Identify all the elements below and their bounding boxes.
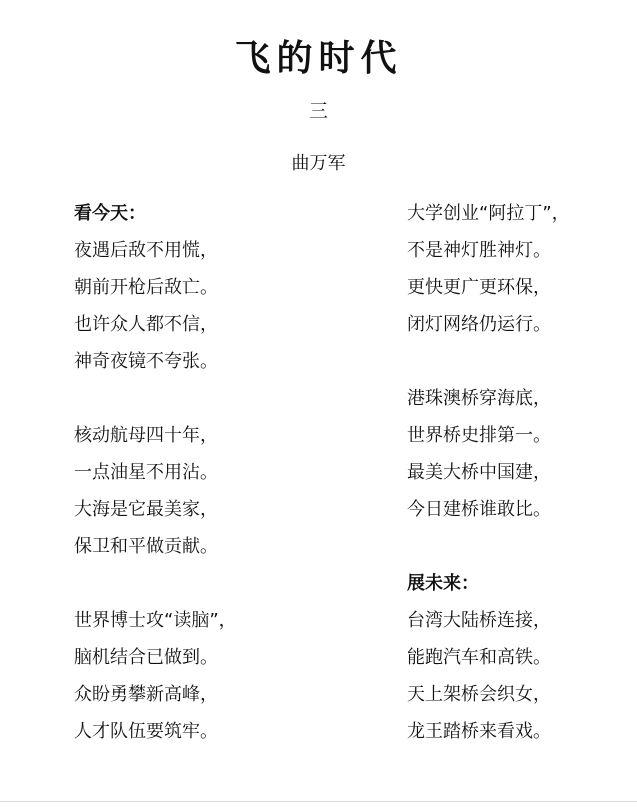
poem-line: 世界桥史排第一。 xyxy=(407,425,551,446)
author-name: 曲万军 xyxy=(291,153,346,174)
poem-line: 龙王踏桥来看戏。 xyxy=(407,721,551,742)
right-stanza-column xyxy=(407,200,570,755)
poem-line: 朝前开枪后敌亡。 xyxy=(74,277,218,298)
poem-line: 神奇夜镜不夸张。 xyxy=(74,351,218,372)
stanza-gap xyxy=(74,570,237,607)
left-stanza-column xyxy=(74,200,237,755)
poem-line: 不是神灯胜神灯。 xyxy=(407,240,551,261)
poem-line: 天上架桥会织女， xyxy=(407,684,551,705)
stanza-gap xyxy=(407,533,570,570)
section-heading: 看今天： xyxy=(74,203,146,224)
stanza-gap xyxy=(407,348,570,385)
poem-line: 夜遇后敌不用慌， xyxy=(74,240,218,261)
poem-line: 今日建桥谁敢比。 xyxy=(407,499,551,520)
poem-line: 港珠澳桥穿海底， xyxy=(407,388,551,409)
poem-line: 能跑汽车和高铁。 xyxy=(407,647,551,668)
poem-line: 众盼勇攀新高峰， xyxy=(74,684,218,705)
poem-line: 闭灯网络仍运行。 xyxy=(407,314,551,335)
poem-line: 脑机结合已做到。 xyxy=(74,647,218,668)
poem-line: 大海是它最美家， xyxy=(74,499,218,520)
page-bottom-divider xyxy=(0,801,637,802)
section-heading: 展未来： xyxy=(407,573,479,594)
stanza-gap xyxy=(74,385,237,422)
poem-title: 飞的时代 xyxy=(234,38,403,79)
poem-line: 更快更广更环保， xyxy=(407,277,551,298)
poem-line: 核动航母四十年， xyxy=(74,425,218,446)
poem-line: 也许众人都不信， xyxy=(74,314,218,335)
poem-line: 大学创业“阿拉丁”， xyxy=(407,203,570,224)
poem-line: 保卫和平做贡献。 xyxy=(74,536,218,557)
poem-line: 人才队伍要筑牢。 xyxy=(74,721,218,742)
poem-line: 世界博士攻“读脑”， xyxy=(74,610,237,631)
poem-line: 一点油星不用沾。 xyxy=(74,462,218,483)
section-number: 三 xyxy=(308,100,328,122)
poem-line: 最美大桥中国建， xyxy=(407,462,551,483)
poem-line: 台湾大陆桥连接， xyxy=(407,610,551,631)
